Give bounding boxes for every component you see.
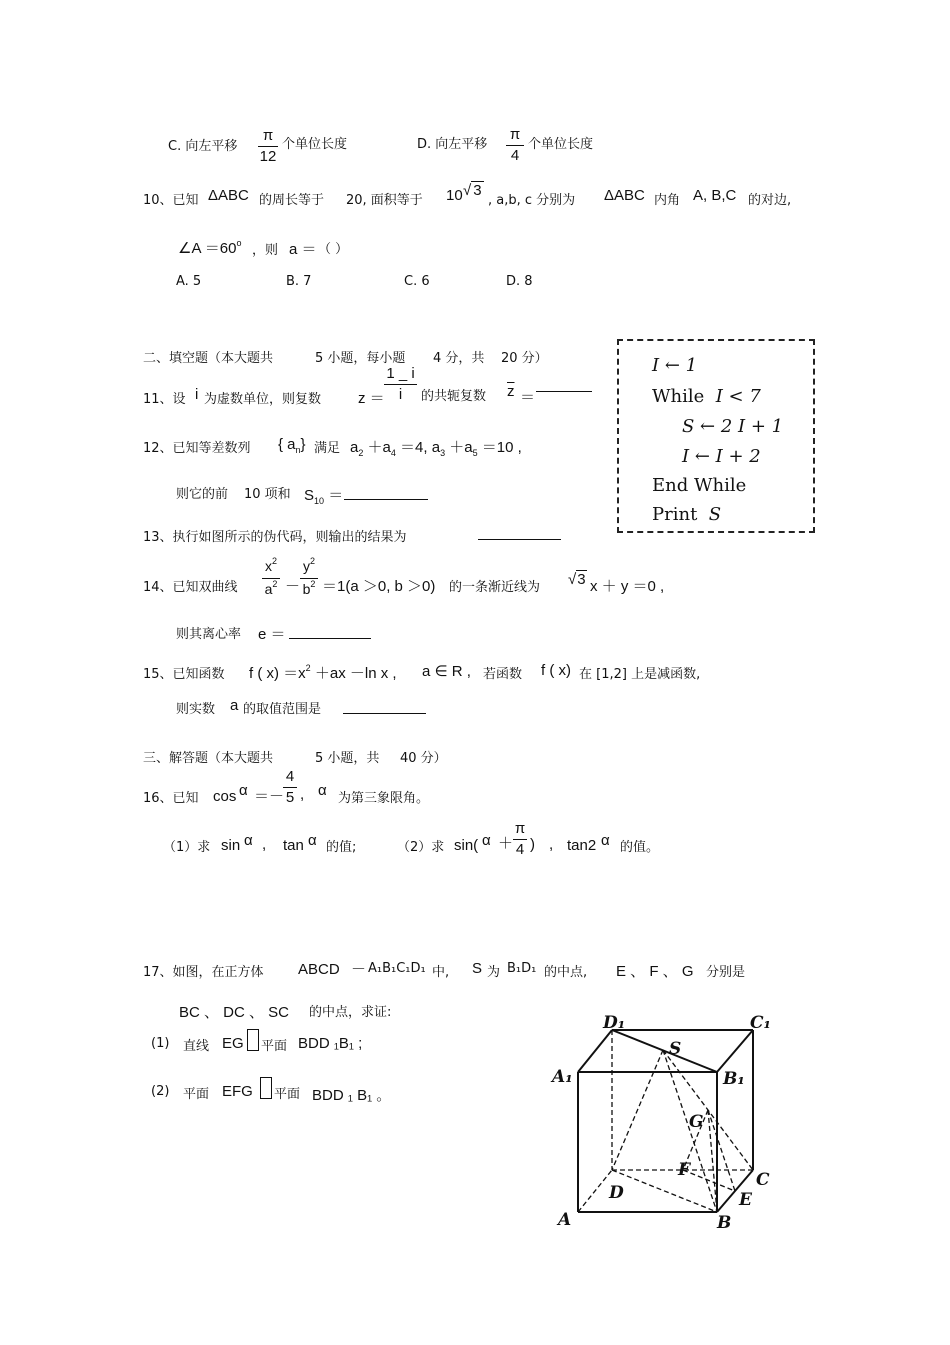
q10-degree: o [236, 238, 242, 248]
q10-angle-text: ∠A ＝60 [178, 240, 237, 257]
q15-f-rest: ＋ax －ln x , [310, 665, 397, 682]
cube-figure [545, 1012, 785, 1232]
q17-part2-num: (2) [151, 1084, 170, 1099]
q10-sqrt-sign: √ 3 [463, 182, 482, 199]
q14-b: b [302, 581, 311, 597]
label-C1: C₁ [750, 1013, 771, 1033]
q12-e1: a [350, 439, 359, 456]
q12-equations [350, 436, 522, 457]
frac-num: π [509, 126, 521, 143]
q10-area-coef: 10 [446, 187, 463, 204]
q10-triangle-1: ΔABC [208, 187, 249, 204]
label-B: B [717, 1213, 732, 1232]
q17-mids: BC 、 DC 、 SC [179, 1004, 290, 1021]
frac-den [262, 580, 280, 600]
q16-value: 的值; [326, 840, 357, 855]
q12-e4-sub: 5 [472, 448, 478, 458]
q10-triangle-2: ΔABC [604, 187, 645, 204]
q16-alpha-2: α [318, 782, 327, 799]
hidden-sd [612, 1050, 663, 1170]
q15-answer-blank[interactable] [343, 713, 426, 714]
q12-e1-sub: 2 [358, 448, 364, 458]
frac-bar [262, 578, 280, 579]
label-S: S [669, 1039, 682, 1059]
q10-area-label: 20, 面积等于 [346, 193, 423, 208]
label-E: E [739, 1190, 752, 1210]
q10-opposite: 的对边, [748, 193, 792, 208]
q10-option-c: C. 6 [404, 274, 430, 289]
q17-plane-2: 平面 [274, 1087, 301, 1102]
q16-sin: sin [221, 837, 241, 854]
q14-sqrt-radicand: 3 [577, 571, 586, 588]
code-line-1: I ← 1 [652, 355, 698, 376]
frac-den [300, 580, 318, 600]
q17-midpoint: 的中点, [544, 965, 588, 980]
q16-alpha: α [239, 782, 248, 799]
frac-den: 12 [259, 148, 277, 165]
q11-text: 为虚数单位，则复数 [204, 392, 322, 407]
q14-y: y [302, 558, 310, 574]
q17-plane-1-name: BDD ₁B₁ ; [298, 1035, 363, 1052]
frac-bar [258, 146, 278, 147]
frac-den: 4 [515, 841, 525, 858]
q12-e2-sub: 4 [390, 448, 396, 458]
q12-lead: 12、已知等差数列 [143, 441, 251, 456]
cube-hidden-edges [578, 1030, 753, 1212]
frac-bar [384, 384, 417, 385]
q16-cos: cos [213, 788, 237, 805]
q16-quadrant: 为第三象限角。 [338, 791, 430, 806]
code-while-keyword: While [652, 386, 705, 407]
q15-decreasing: 在 [1,2] 上是减函数, [579, 667, 701, 682]
q15-f-sup: 2 [305, 663, 311, 673]
q16-fraction [283, 768, 297, 807]
q17-EG: EG [222, 1035, 244, 1052]
q16-part1: （1）求 [163, 840, 211, 855]
section-3-title-b: 5 小题，共 [315, 751, 380, 766]
q14-x: x [264, 558, 272, 574]
q16-comma-3: , [549, 836, 554, 853]
q10-inner-angle: 内角 [654, 193, 681, 208]
q17-lead: 17、如图，在正方体 [143, 965, 264, 980]
q16-value-2: 的值。 [620, 840, 660, 855]
q17-b1d1: B₁D₁ [507, 961, 537, 976]
q16-tan2: tan2 [567, 837, 597, 854]
q11-fraction [384, 365, 417, 404]
frac-num: π [262, 127, 274, 144]
q11-lead: 11、设 [143, 392, 186, 407]
q17-is: 为 [487, 965, 501, 980]
q10-option-a: A. 5 [176, 274, 202, 289]
q12-S-sub: 10 [314, 496, 325, 506]
q14-x-sup: 2 [271, 556, 277, 566]
code-line-6 [652, 504, 721, 525]
q16-alpha-4: α [308, 832, 317, 849]
edge-c1b1 [717, 1030, 753, 1072]
label-D1: D₁ [603, 1013, 626, 1033]
q11-zbar: $\overline{z}$ [507, 383, 515, 400]
q10-paren: （ ） [318, 242, 349, 257]
hidden-ad [578, 1170, 612, 1212]
code-line-4: I ← I + 2 [682, 446, 761, 467]
q12-terms: 10 项和 [244, 487, 291, 502]
q17-dash: － [351, 961, 367, 978]
q14-ecc-label: 则其离心率 [176, 627, 242, 642]
q14-a: a [264, 581, 273, 597]
q12-e3-sub: 3 [440, 448, 446, 458]
q12-satisfies: 满足 [314, 441, 341, 456]
q14-answer-blank[interactable] [289, 638, 371, 639]
section-2-title-b: 5 小题，每小题 [315, 351, 406, 366]
q16-comma: , [300, 786, 305, 803]
q12-answer-blank[interactable] [344, 499, 428, 500]
section-2-title-d: 20 分） [501, 351, 548, 366]
q10-sqrt-radicand: 3 [473, 182, 482, 199]
q14-asymptote-label: 的一条渐近线为 [449, 580, 541, 595]
label-B1: B₁ [723, 1069, 745, 1089]
q12-e4: ＋a [445, 439, 473, 456]
cube-solid-edges [578, 1030, 753, 1212]
frac-num [262, 557, 280, 577]
q15-func [249, 662, 397, 683]
code-line-2 [652, 386, 761, 407]
q14-frac-y [300, 557, 318, 600]
edge-d1a1 [578, 1030, 612, 1072]
frac-bar [300, 578, 318, 579]
q10-vertices: A, B,C [693, 187, 737, 204]
q12-e2: ＋a [363, 439, 391, 456]
code-while-cond: I < 7 [715, 386, 761, 407]
frac-num: 4 [285, 768, 295, 785]
frac-den: i [398, 386, 403, 403]
q12-S-eq: ＝ [324, 487, 344, 504]
q12-S: S [304, 487, 315, 504]
section-2-title-a: 二、填空题（本大题共 [143, 351, 274, 366]
q16-pi-fraction [513, 820, 527, 859]
q16-alpha-3: α [244, 832, 253, 849]
code-line-3: S ← 2 I + 1 [682, 416, 784, 437]
q15-if: 若函数 [483, 667, 523, 682]
q12-e3: ＝4, a [395, 439, 441, 456]
frac-num: π [514, 820, 526, 837]
q9-option-c-prefix: C. 向左平移 [168, 139, 238, 154]
q10-perimeter-label: 的周长等于 [259, 193, 325, 208]
cube-labels [550, 1013, 771, 1232]
q10-sides: , a,b, c 分别为 [488, 193, 576, 208]
q14-e: e ＝ [258, 626, 286, 643]
q10-angle [178, 237, 242, 258]
q11-answer-blank[interactable] [536, 391, 592, 392]
q13-text: 13、执行如图所示的伪代码，则输出的结果为 [143, 530, 407, 545]
q11-eq: ＝ [520, 389, 536, 406]
q16-comma-2: , [262, 836, 267, 853]
q10-option-b: B. 7 [286, 274, 312, 289]
q17-part1-num: (1) [151, 1036, 170, 1051]
code-print-keyword: Print [652, 504, 698, 525]
label-C: C [756, 1170, 770, 1190]
q16-eq: ＝－ [254, 788, 285, 805]
parallel-symbol-box-2 [260, 1077, 272, 1099]
q12-seq-a: { a [278, 436, 296, 453]
q16-lead: 16、已知 [143, 791, 199, 806]
q14-lead: 14、已知双曲线 [143, 580, 238, 595]
q10-ask: a ＝ [289, 241, 317, 258]
q14-asymptote: x ＋ y ＝0 , [590, 578, 665, 595]
q11-i: i [195, 386, 199, 403]
q16-plus: ＋ [498, 835, 514, 852]
q15-domain: a ∈ R , [422, 663, 471, 680]
code-print-var: S [708, 504, 722, 525]
label-G: G [689, 1112, 704, 1132]
q17-EFG: EFG [222, 1083, 253, 1100]
parallel-symbol-box [247, 1029, 259, 1051]
q16-alpha-6: α [601, 832, 610, 849]
q17-cube-top: A₁B₁C₁D₁ [368, 961, 426, 976]
q15-a: a [230, 697, 239, 714]
q16-sin-paren: sin( [454, 837, 479, 854]
section-2-title-c: 4 分，共 [433, 351, 485, 366]
q16-part2: （2）求 [397, 840, 445, 855]
q10-then: ，则 [252, 243, 279, 258]
q12-e5: ＝10 , [477, 439, 522, 456]
pseudo-code-box [617, 339, 815, 533]
q17-S: S [472, 960, 483, 977]
q12-front: 则它的前 [176, 487, 229, 502]
q10-option-d: D. 8 [506, 274, 533, 289]
q17-line: 直线 [183, 1039, 210, 1054]
q9-option-d-fraction [506, 126, 524, 165]
code-line-5: End While [652, 475, 747, 496]
q11-z: z ＝ [358, 390, 385, 407]
q16-alpha-5: α [482, 832, 491, 849]
q17-cube: ABCD [298, 961, 340, 978]
q12-seq-close: } [300, 436, 306, 453]
label-D: D [609, 1183, 624, 1203]
q15-lead: 15、已知函数 [143, 667, 225, 682]
section-3-title-c: 40 分） [400, 751, 447, 766]
frac-den: 5 [285, 789, 295, 806]
q13-answer-blank[interactable] [478, 539, 561, 540]
q9-option-d-prefix: D. 向左平移 [417, 137, 488, 152]
q17-plane-1: 平面 [261, 1039, 288, 1054]
q15-fx: f ( x) [541, 662, 571, 679]
q17-prove: 的中点，求证: [309, 1005, 392, 1020]
q17-efg: E 、 F 、 G [616, 963, 694, 980]
q17-plane-2-name: BDD ₁ B₁ 。 [312, 1087, 392, 1104]
q12-sequence [278, 436, 306, 453]
label-A1: A₁ [552, 1067, 573, 1087]
q15-range-label: 的取值范围是 [243, 702, 322, 717]
q12-sum [304, 484, 343, 505]
label-F: F [678, 1160, 691, 1180]
section-3-title-a: 三、解答题（本大题共 [143, 751, 274, 766]
q17-in: 中, [432, 965, 450, 980]
q12-seq-sub: n [295, 445, 301, 455]
q9-option-c-suffix: 个单位长度 [282, 137, 348, 152]
q14-sqrt-sign: √3 [568, 571, 586, 588]
label-A: A [558, 1210, 572, 1230]
hidden-db [612, 1170, 717, 1212]
q16-tan: tan [283, 837, 304, 854]
q14-a-sup: 2 [272, 579, 278, 589]
frac-num [300, 557, 318, 577]
q11-conj-label: 的共轭复数 [421, 389, 487, 404]
frac-den: 4 [510, 147, 520, 164]
frac-bar [506, 145, 524, 146]
q14-frac-x [262, 557, 280, 600]
q15-f: f ( x) ＝x [249, 665, 306, 682]
q9-option-d-suffix: 个单位长度 [528, 137, 594, 152]
q15-real: 则实数 [176, 702, 216, 717]
q16-close-paren: ) [530, 836, 535, 853]
q14-b-sup: 2 [310, 579, 316, 589]
q14-minus: － [285, 578, 301, 595]
q17-respectively: 分别是 [706, 965, 746, 980]
frac-bar [513, 839, 527, 840]
q10-lead: 10、已知 [143, 193, 199, 208]
q14-condition: ＝1(a ＞0, b ＞0) [322, 578, 436, 595]
q17-plane-label: 平面 [183, 1087, 210, 1102]
frac-num: 1 _ i [386, 365, 415, 382]
q9-option-c-fraction [258, 127, 278, 166]
frac-bar [283, 787, 297, 788]
q14-y-sup: 2 [309, 556, 315, 566]
